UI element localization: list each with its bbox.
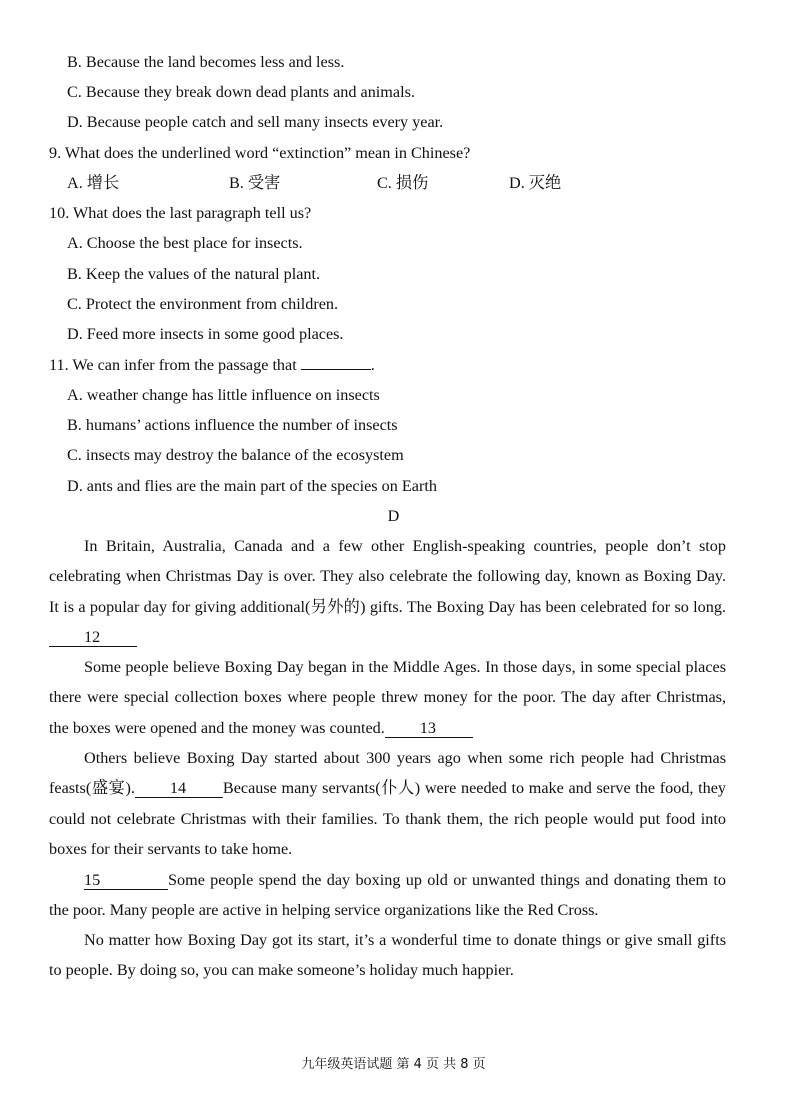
blank-12: 12 [49, 628, 137, 647]
q9-stem: 9. What does the underlined word “extinction” mean in Chinese? [49, 144, 471, 162]
passage-paragraph-5: No matter how Boxing Day got its start, it’s a wonderful time to donate things or give small gifts to people. By doing so, you can make someone’s holiday much happier. [49, 931, 726, 980]
q8-option-b: B. Because the land becomes less and less. [67, 53, 345, 71]
passage-paragraph-4 [49, 865, 726, 926]
paragraph-3-text-after: Because many servants(仆人) were needed to make and serve the food, they could not celebrate Christmas with their families. To thank them, the rich people would put food into boxes for their servants to take home. [49, 779, 726, 859]
passage-paragraph-1 [49, 531, 726, 653]
paragraph-3-text-before: Others believe Boxing Day started about 300 years ago when some rich people had Christmas feasts(盛宴). [49, 749, 726, 798]
q11-stem-text: 11. We can infer from the passage that [49, 356, 301, 374]
blank-14: 14 [135, 779, 223, 798]
q8-option-c: C. Because they break down dead plants and animals. [67, 83, 415, 101]
q11-answer-blank [301, 369, 371, 370]
q10-option-c: C. Protect the environment from children. [67, 295, 339, 313]
q10-option-b: B. Keep the values of the natural plant. [67, 265, 321, 283]
paragraph-4-text: Some people spend the day boxing up old or unwanted things and donating them to the poor. Many people are active in helping service organizations like the Red Cross. [49, 871, 726, 920]
q9-option-b: B. 受害 [229, 174, 281, 192]
q8-option-d: D. Because people catch and sell many insects every year. [67, 113, 444, 131]
q10-option-a: A. Choose the best place for insects. [67, 234, 303, 252]
q11-stem [49, 355, 375, 375]
passage-paragraph-2 [49, 652, 726, 743]
q9-option-d: D. 灭绝 [509, 174, 562, 192]
q9-option-a: A. 增长 [67, 174, 120, 192]
q11-option-a: A. weather change has little influence on insects [67, 386, 380, 404]
blank-13: 13 [385, 719, 473, 738]
q10-option-d: D. Feed more insects in some good places. [67, 325, 344, 343]
q11-option-d: D. ants and flies are the main part of the species on Earth [67, 477, 437, 495]
paragraph-1-text: In Britain, Australia, Canada and a few other English-speaking countries, people don’t stop celebrating when Christmas Day is over. They also celebrate the following day, known as Boxing Day. It is a popular day for giving additional(另外的) gifts. The Boxing Day has been celebrated for so long. [49, 537, 726, 616]
q9-option-c: C. 损伤 [377, 174, 429, 192]
passage-paragraph-3 [49, 743, 726, 865]
q11-option-b: B. humans’ actions influence the number of insects [67, 416, 398, 434]
q9-options [0, 173, 787, 193]
q11-stem-end: . [370, 356, 375, 374]
paragraph-2-text: Some people believe Boxing Day began in the Middle Ages. In those days, in some special places there were special collection boxes where people threw money for the poor. The day after Christmas, the boxes were opened and the money was counted. [49, 658, 726, 737]
q10-stem: 10. What does the last paragraph tell us? [49, 204, 312, 222]
blank-15: 15 [84, 871, 168, 890]
q11-option-c: C. insects may destroy the balance of the ecosystem [67, 446, 404, 464]
page-footer: 九年级英语试题 第 4 页 共 8 页 [301, 1057, 486, 1072]
section-label: D [387, 507, 400, 525]
